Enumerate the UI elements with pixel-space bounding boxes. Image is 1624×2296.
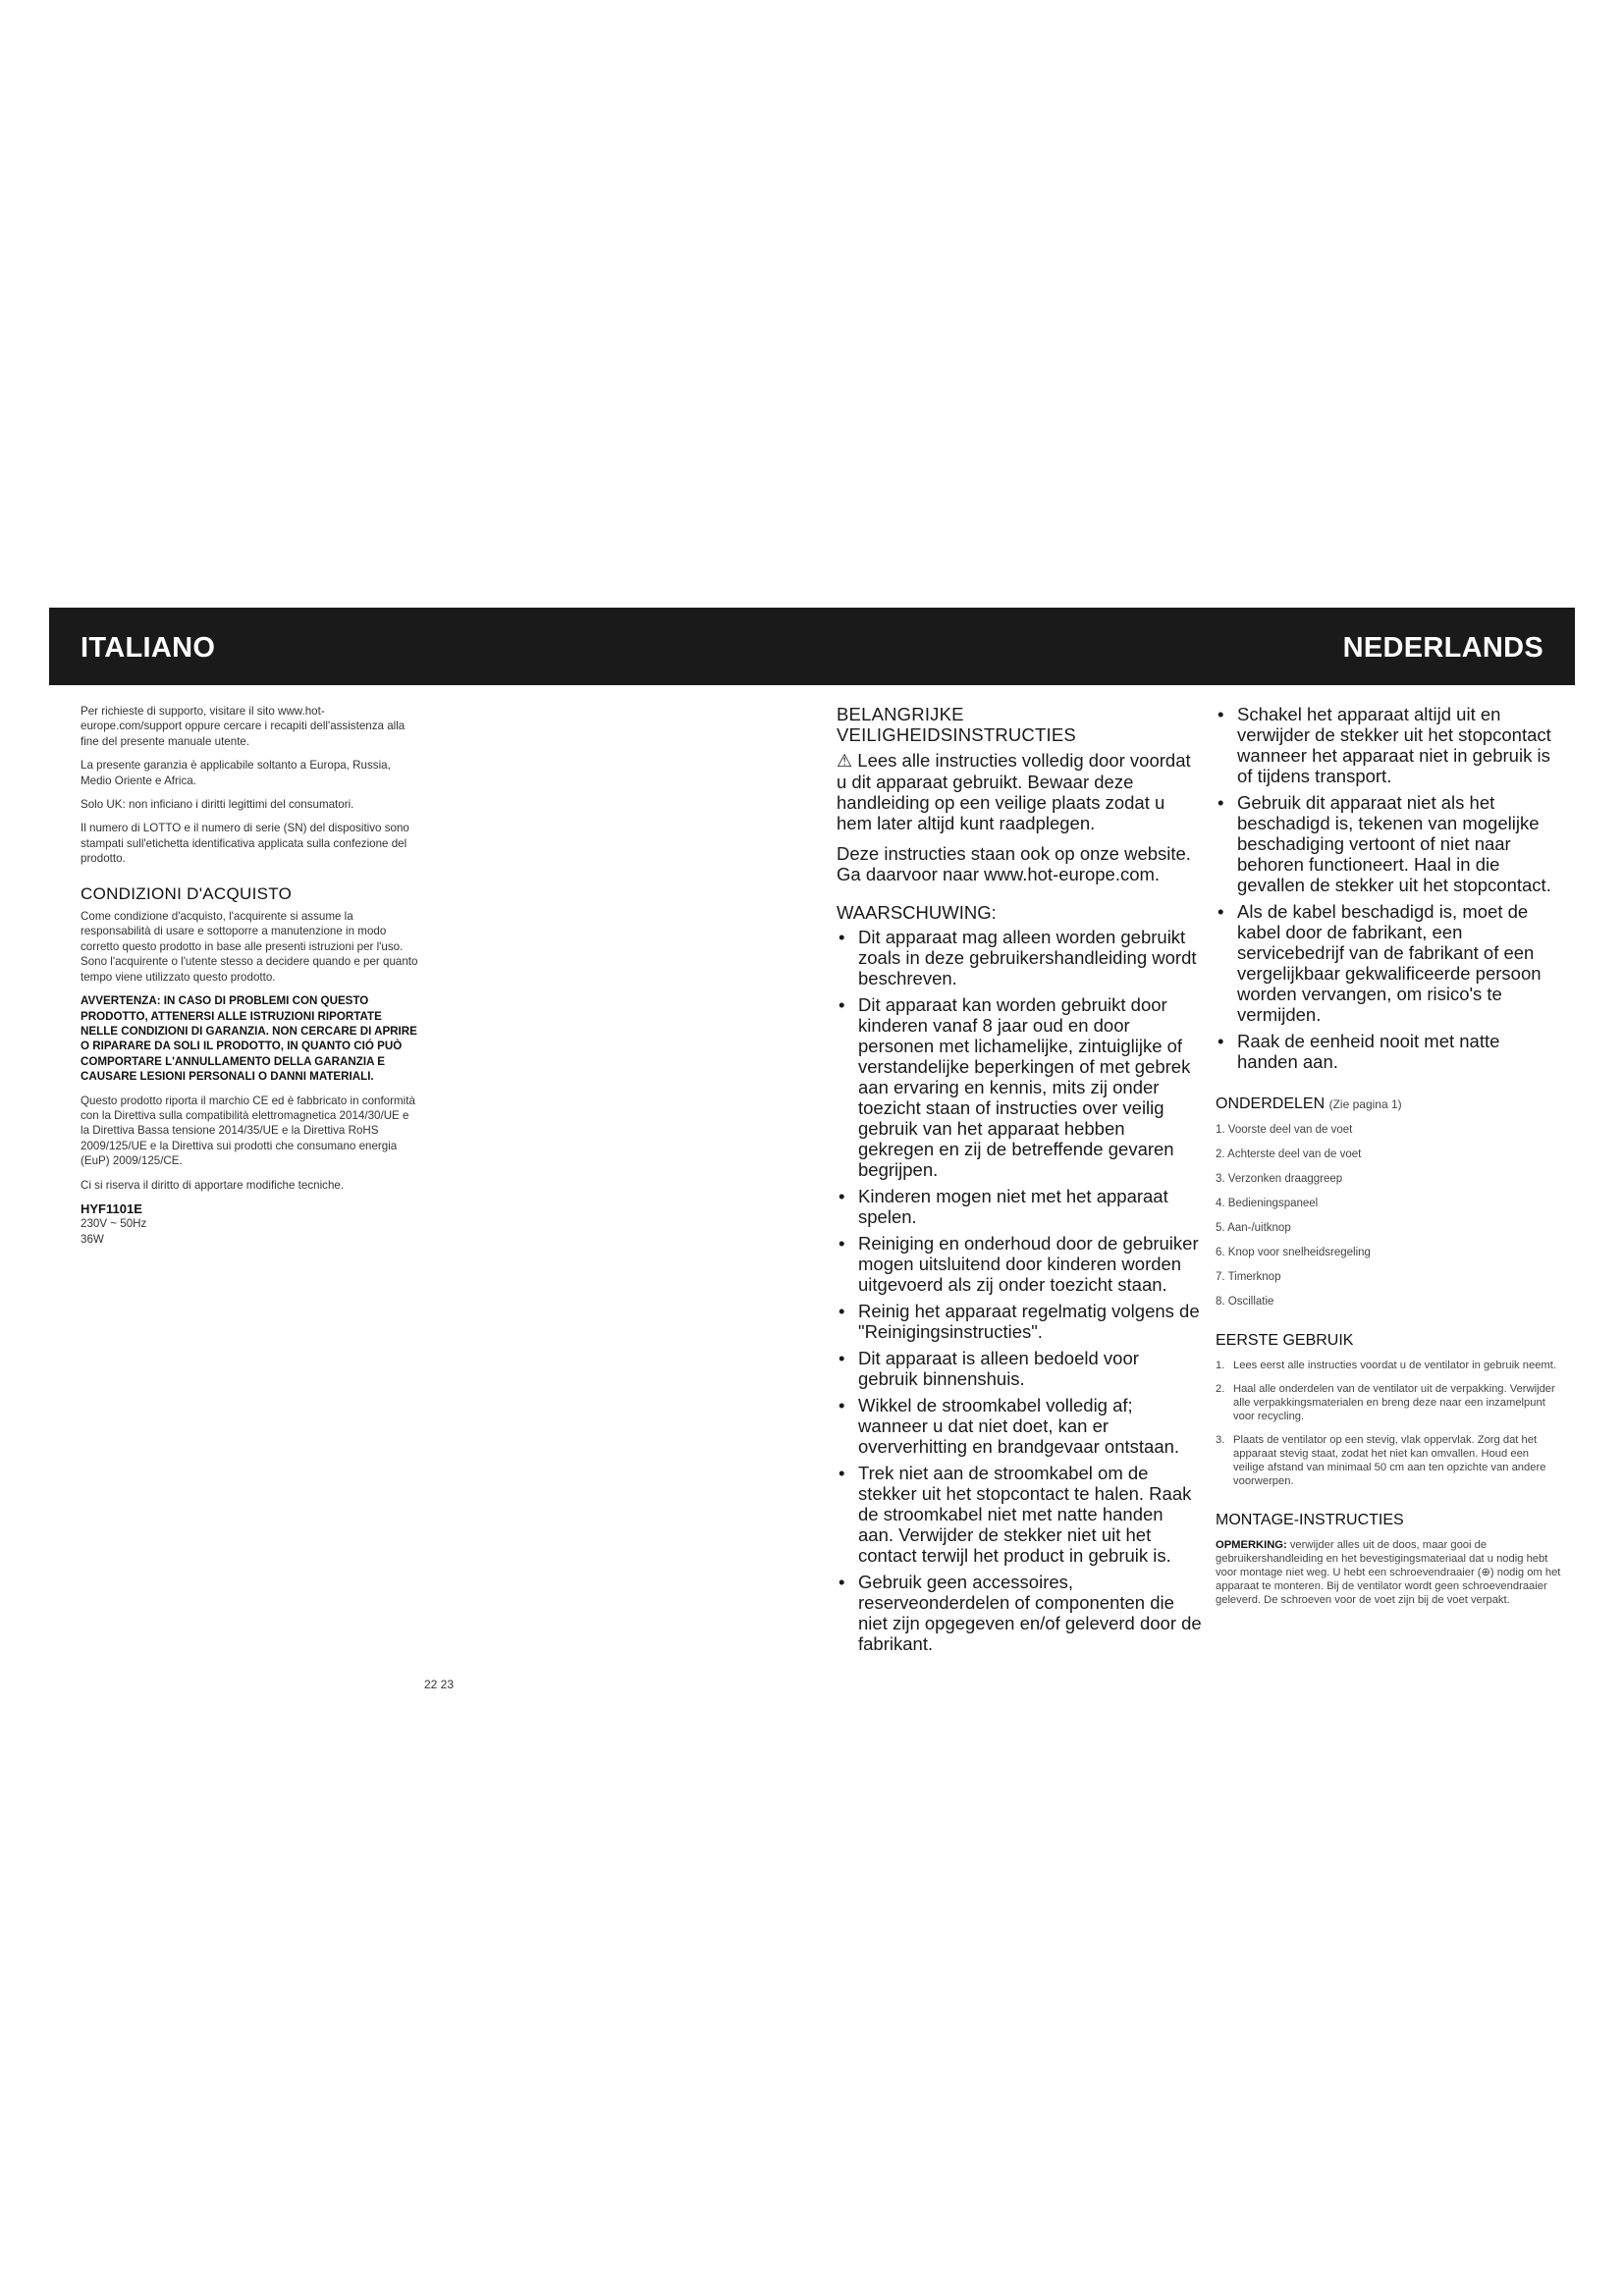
list-item: 2. Haal alle onderdelen van de ventilator uit de verpakking. Verwijder alle verpakkingsmaterialen en breng deze naar een inzamelpunt voor recycling. (1216, 1383, 1555, 1422)
italian-column (81, 704, 419, 1247)
first-use-list (1216, 1359, 1561, 1488)
support-text: Per richieste di supporto, visitare il sito www.hot-europe.com/support oppure cercare i recapiti dell'assistenza alla fine del presente manuale utente. (81, 705, 406, 748)
rights-text: Ci si riserva il diritto di apportare modifiche tecniche. (81, 1178, 345, 1192)
warning-list (837, 927, 1202, 1654)
list-item: • Kinderen mogen niet met het apparaat spelen. (837, 1186, 1202, 1227)
power-spec: 36W (81, 1232, 104, 1246)
list-item: 1. Lees eerst alle instructies voordat u de ventilator in gebruik neemt. (1216, 1360, 1556, 1371)
list-item: • Dit apparaat mag alleen worden gebruikt zoals in deze gebruikershandleiding wordt beschreven. (837, 927, 1202, 988)
language-header-band (49, 608, 1575, 685)
list-item: 1. Voorste deel van de voet (1216, 1124, 1353, 1136)
list-item: 7. Timerknop (1216, 1271, 1281, 1283)
list-item: 5. Aan-/uitknop (1216, 1222, 1291, 1234)
list-item: • Wikkel de stroomkabel volledig af; wanneer u dat niet doet, kan er oververhitting en brandgevaar ontstaan. (837, 1395, 1202, 1457)
italian-title: ITALIANO (81, 632, 216, 664)
warranty-region-text: La presente garanzia è applicabile soltanto a Europa, Russia, Medio Oriente e Africa. (81, 759, 391, 787)
lot-serial-text: Il numero di LOTTO e il numero di serie (SN) del dispositivo sono stampati sull'etichetta identificativa applicata sulla confezione del prodotto. (81, 822, 409, 866)
list-item: 6. Knop voor snelheidsregeling (1216, 1247, 1371, 1258)
list-item: 8. Oscillatie (1216, 1296, 1274, 1308)
list-item: 4. Bedieningspaneel (1216, 1198, 1319, 1209)
page-numbers: 22 23 (424, 1678, 455, 1691)
safety-intro: ⚠ Lees alle instructies volledig door voordat u dit apparaat gebruikt. Bewaar deze handleiding op een veilige plaats zodat u hem later altijd kunt raadplegen. (837, 750, 1191, 833)
dutch-title: NEDERLANDS (1342, 632, 1543, 664)
warning-heading: WAARSCHUWING: (837, 902, 997, 923)
dutch-parts-column (1216, 704, 1561, 1607)
list-item: 3. Plaats de ventilator op een stevig, vlak oppervlak. Zorg dat het apparaat stevig staat, zodat het niet kan omvallen. Houd een veilige afstand van minimaal 50 cm aan ten opzichte van andere voorwerpen. (1216, 1434, 1546, 1487)
conditions-text: Come condizione d'acquisto, l'acquirente si assume la responsabilità di usare e sottoporre a manutenzione in modo corretto questo prodotto in base alle presenti istruzioni per l'uso. Sono l'acquirente o l'utente stesso a decidere quando e per quanto tempo viene utilizzato questo prodotto. (81, 910, 418, 984)
list-item: • Reiniging en onderhoud door de gebruiker mogen uitsluitend door kinderen worden uitgevoerd als zij onder toezicht staan. (837, 1233, 1202, 1295)
list-item: • Reinig het apparaat regelmatig volgens de "Reinigingsinstructies". (837, 1301, 1202, 1342)
list-item: • Gebruik geen accessoires, reserveonderdelen of componenten die niet zijn opgegeven en/of geleverd door de fabrikant. (837, 1572, 1202, 1654)
first-use-heading: EERSTE GEBRUIK (1216, 1332, 1354, 1349)
parts-page-ref: (Zie pagina 1) (1328, 1097, 1402, 1111)
warning-list-continued (1216, 704, 1561, 1072)
model-number: HYF1101E (81, 1201, 142, 1216)
assembly-heading: MONTAGE-INSTRUCTIES (1216, 1512, 1404, 1528)
ce-text: Questo prodotto riporta il marchio CE ed è fabbricato in conformità con la Direttiva sulla compatibilità elettromagnetica 2014/30/UE e la Direttiva Bassa tensione 2014/35/UE e la Direttiva RoHS 2009/125/UE e la Direttiva sui prodotti che consumano energia (EuP) 2009/125/CE. (81, 1094, 415, 1168)
voltage-spec: 230V ~ 50Hz (81, 1217, 147, 1231)
warning-text: AVVERTENZA: IN CASO DI PROBLEMI CON QUESTO PRODOTTO, ATTENERSI ALLE ISTRUZIONI RIPORTATE NELLE CONDIZIONI DI GARANZIA. NON CERCARE DI APRIRE O RIPARARE DA SOLI IL PRODOTTO, IN QUANTO CIÓ PUÒ COMPORTARE L'ANNULLAMENTO DELLA GARANZIA E CAUSARE LESIONI PERSONALI O DANNI MATERIALI. (81, 994, 417, 1084)
safety-web-text: Deze instructies staan ook op onze website. Ga daarvoor naar www.hot-europe.com. (837, 843, 1191, 884)
uk-rights-text: Solo UK: non inficiano i diritti legittimi del consumatori. (81, 798, 354, 812)
list-item: • Trek niet aan de stroomkabel om de stekker uit het stopcontact te halen. Raak de stroomkabel niet met natte handen aan. Verwijder de stekker niet uit het contact terwijl het product in gebruik is. (837, 1463, 1202, 1566)
conditions-heading: CONDIZIONI D'ACQUISTO (81, 883, 293, 903)
safety-heading: BELANGRIJKE VEILIGHEIDSINSTRUCTIES (837, 704, 1076, 745)
list-item: • Dit apparaat kan worden gebruikt door kinderen vanaf 8 jaar oud en door personen met lichamelijke, zintuiglijke of verstandelijke beperkingen of met gebrek aan ervaring en kennis, mits zij onder toezicht staan of instructies over veilig gebruik van het apparaat hebben gekregen en zij de betreffende gevaren begrijpen. (837, 994, 1202, 1180)
list-item: • Als de kabel beschadigd is, moet de kabel door de fabrikant, een servicebedrijf van de fabrikant of een vergelijkbaar gekwalificeerde persoon worden vervangen, om risico's te vermijden. (1216, 901, 1561, 1025)
list-item: • Gebruik dit apparaat niet als het beschadigd is, tekenen van mogelijke beschadiging vertoont of niet naar behoren functioneert. Haal in die gevallen de stekker uit het stopcontact. (1216, 792, 1561, 895)
parts-list (1216, 1123, 1561, 1308)
assembly-note: OPMERKING: verwijder alles uit de doos, maar gooi de gebruikershandleiding en het bevestigingsmateriaal dat u nodig hebt voor montage niet weg. U hebt een schroevendraaier (⊕) nodig om het apparaat te monteren. Bij de ventilator wordt geen schroevendraaier geleverd. De schroeven voor de voet zijn bij de voet verpakt. (1216, 1539, 1561, 1606)
list-item: 2. Achterste deel van de voet (1216, 1148, 1362, 1160)
dutch-safety-column (837, 704, 1202, 1660)
list-item: • Dit apparaat is alleen bedoeld voor gebruik binnenshuis. (837, 1348, 1202, 1389)
list-item: • Schakel het apparaat altijd uit en verwijder de stekker uit het stopcontact wanneer het apparaat niet in gebruik is of tijdens transport. (1216, 704, 1561, 786)
warning-triangle-icon: ⚠ (837, 751, 853, 771)
parts-heading: ONDERDELEN (Zie pagina 1) (1216, 1095, 1402, 1112)
list-item: • Raak de eenheid nooit met natte handen aan. (1216, 1031, 1561, 1072)
list-item: 3. Verzonken draaggreep (1216, 1173, 1343, 1185)
